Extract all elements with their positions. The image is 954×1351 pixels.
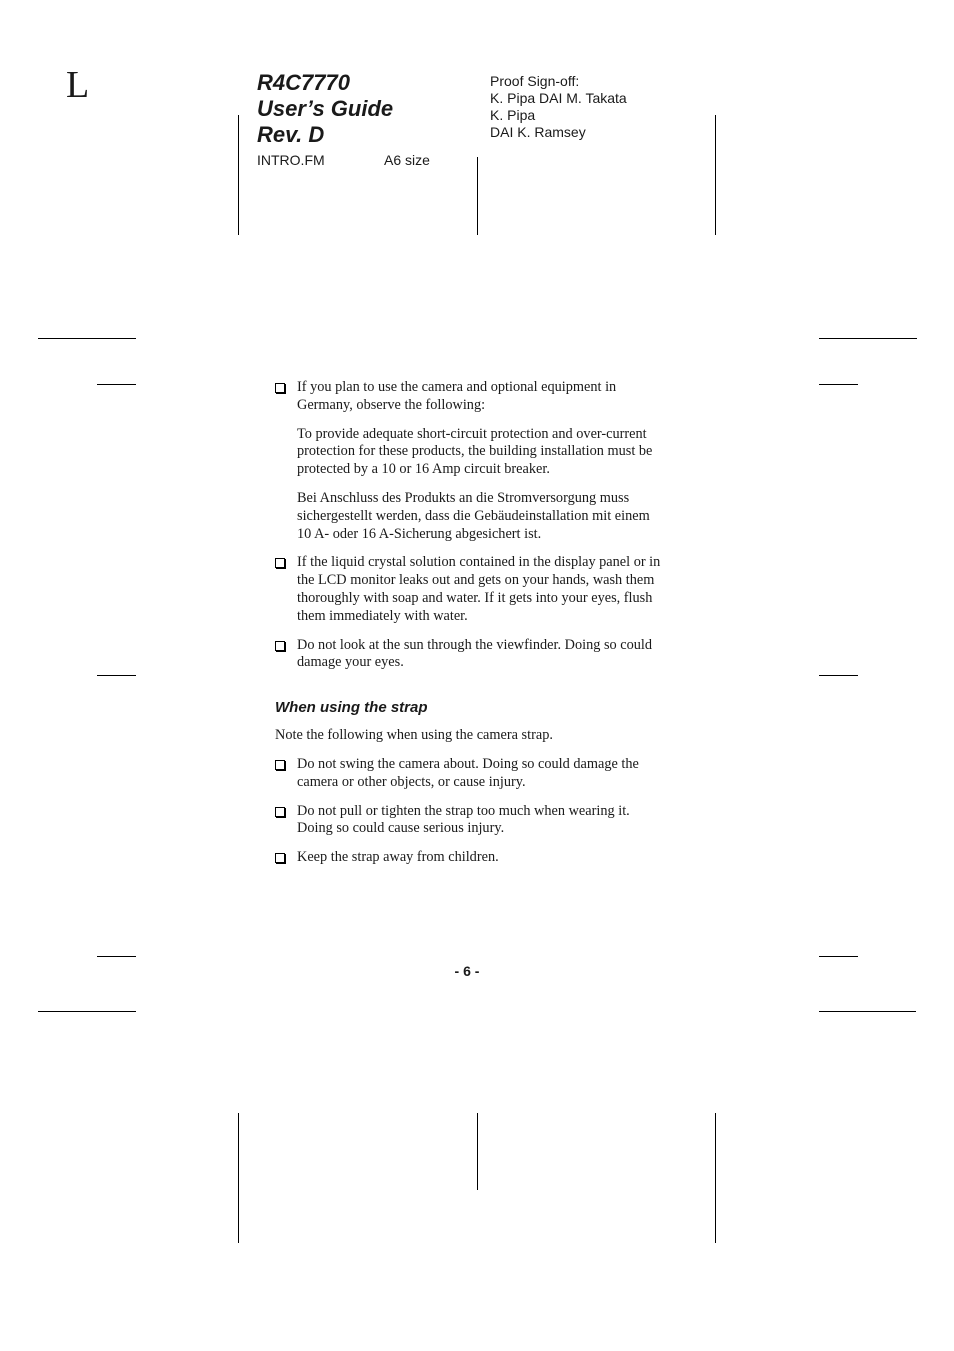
proof-line: K. Pipa DAI M. Takata — [490, 90, 627, 106]
crop-mark — [819, 338, 917, 339]
crop-mark — [97, 384, 136, 385]
checkbox-bullet-icon — [275, 641, 285, 651]
checkbox-bullet-icon — [275, 853, 285, 863]
list-item — [275, 379, 665, 543]
proof-line: Proof Sign-off: — [490, 73, 580, 89]
paragraph: Do not pull or tighten the strap too much when wearing it. Doing so could cause serious injury. — [297, 802, 630, 837]
paragraph: Keep the strap away from children. — [297, 849, 499, 866]
body-content — [275, 379, 665, 878]
crop-mark — [38, 338, 136, 339]
checkbox-bullet-icon — [275, 383, 285, 393]
paragraph: To provide adequate short-circuit protection and over-current protection for these products, the building installation must be protected by a 10 or 16 Amp circuit breaker. — [297, 425, 653, 478]
crop-mark — [819, 675, 858, 676]
list-item — [275, 849, 665, 867]
title-line: Rev. D — [257, 122, 325, 147]
crop-mark — [238, 115, 239, 235]
page-number: - 6 - — [454, 963, 480, 979]
crop-mark — [38, 1011, 136, 1012]
checkbox-bullet-icon — [275, 558, 285, 568]
checkbox-bullet-icon — [275, 760, 285, 770]
crop-mark — [97, 956, 136, 957]
document-title — [257, 70, 393, 148]
title-line: User’s Guide — [257, 96, 394, 121]
title-line: R4C7770 — [257, 70, 350, 95]
paragraph: Do not swing the camera about. Doing so could damage the camera or other objects, or cause injury. — [297, 755, 639, 790]
crop-mark — [477, 1113, 478, 1190]
section-heading: When using the strap — [275, 699, 428, 717]
page-size: A6 size — [384, 152, 430, 168]
proof-line: K. Pipa — [490, 107, 536, 123]
crop-mark — [477, 157, 478, 235]
checkbox-bullet-icon — [275, 807, 285, 817]
crop-mark — [238, 1113, 239, 1243]
paragraph: If you plan to use the camera and optional equipment in Germany, observe the following: — [297, 379, 617, 413]
proof-line: DAI K. Ramsey — [490, 124, 586, 140]
list-item — [275, 637, 665, 673]
list-item — [275, 803, 665, 839]
crop-mark — [715, 1113, 716, 1243]
intro-paragraph: Note the following when using the camera strap. — [275, 727, 553, 744]
crop-mark — [819, 384, 858, 385]
crop-mark — [97, 675, 136, 676]
paragraph: If the liquid crystal solution contained in the display panel or in the LCD monitor leaks out and gets on your hands, wash them thoroughly with soap and water. If it gets into your eyes, flush them immediately with water. — [297, 554, 661, 624]
list-item — [275, 756, 665, 792]
proof-signoff — [490, 73, 627, 141]
paragraph: Bei Anschluss des Produkts an die Stromversorgung muss sichergestellt werden, dass die Gebäudeinstallation mit einem 10 A- oder 16 A-Sicherung abgesichert ist. — [297, 489, 650, 542]
paragraph: Do not look at the sun through the viewfinder. Doing so could damage your eyes. — [297, 636, 652, 671]
crop-mark — [715, 115, 716, 235]
list-item — [275, 554, 665, 625]
crop-mark — [819, 956, 858, 957]
corner-mark: L — [66, 64, 90, 106]
crop-mark — [819, 1011, 916, 1012]
file-name: INTRO.FM — [257, 152, 325, 168]
